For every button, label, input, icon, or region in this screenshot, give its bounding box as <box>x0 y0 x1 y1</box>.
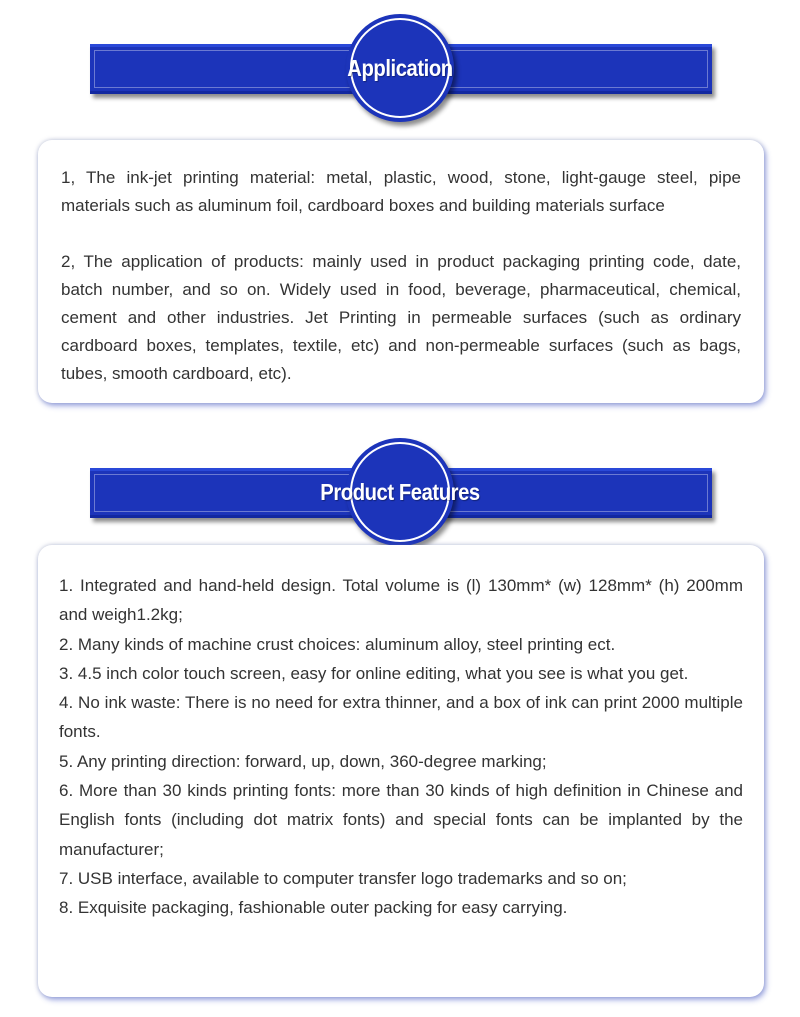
feature-item: 1. Integrated and hand-held design. Total volume is (l) 130mm* (w) 128mm* (h) 200mm and weigh1.2kg; <box>59 576 743 625</box>
application-heading: Application <box>347 55 453 81</box>
feature-item: 3. 4.5 inch color touch screen, easy for online editing, what you see is what you get. <box>59 663 689 683</box>
feature-item: 5. Any printing direction: forward, up, down, 360-degree marking; <box>59 751 547 771</box>
feature-item: 6. More than 30 kinds printing fonts: more than 30 kinds of high definition in Chinese and English fonts (including dot matrix fonts) and special fonts can be implanted by the manufacturer; <box>59 781 743 859</box>
features-banner <box>0 436 800 556</box>
application-paragraph: 2, The application of products: mainly used in product packaging printing code, date, batch number, and so on. Widely used in food, beverage, pharmaceutical, chemical, cement and other industries. Jet Printing in permeable surfaces (such as ordinary cardboard boxes, templates, textile, etc) and non-permeable surfaces (such as bags, tubes, smooth cardboard, etc). <box>61 252 741 383</box>
features-card <box>38 545 764 997</box>
application-card <box>38 140 764 403</box>
features-heading: Product Features <box>320 479 480 505</box>
feature-item: 8. Exquisite packaging, fashionable outer packing for easy carrying. <box>59 898 568 918</box>
application-paragraph: 1, The ink-jet printing material: metal, plastic, wood, stone, light-gauge steel, pipe materials such as aluminum foil, cardboard boxes and building materials surface <box>61 168 741 215</box>
feature-item: 4. No ink waste: There is no need for extra thinner, and a box of ink can print 2000 multiple fonts. <box>59 693 743 742</box>
feature-item: 7. USB interface, available to computer transfer logo trademarks and so on; <box>59 868 627 888</box>
feature-item: 2. Many kinds of machine crust choices: aluminum alloy, steel printing ect. <box>59 634 616 654</box>
application-banner <box>0 12 800 132</box>
